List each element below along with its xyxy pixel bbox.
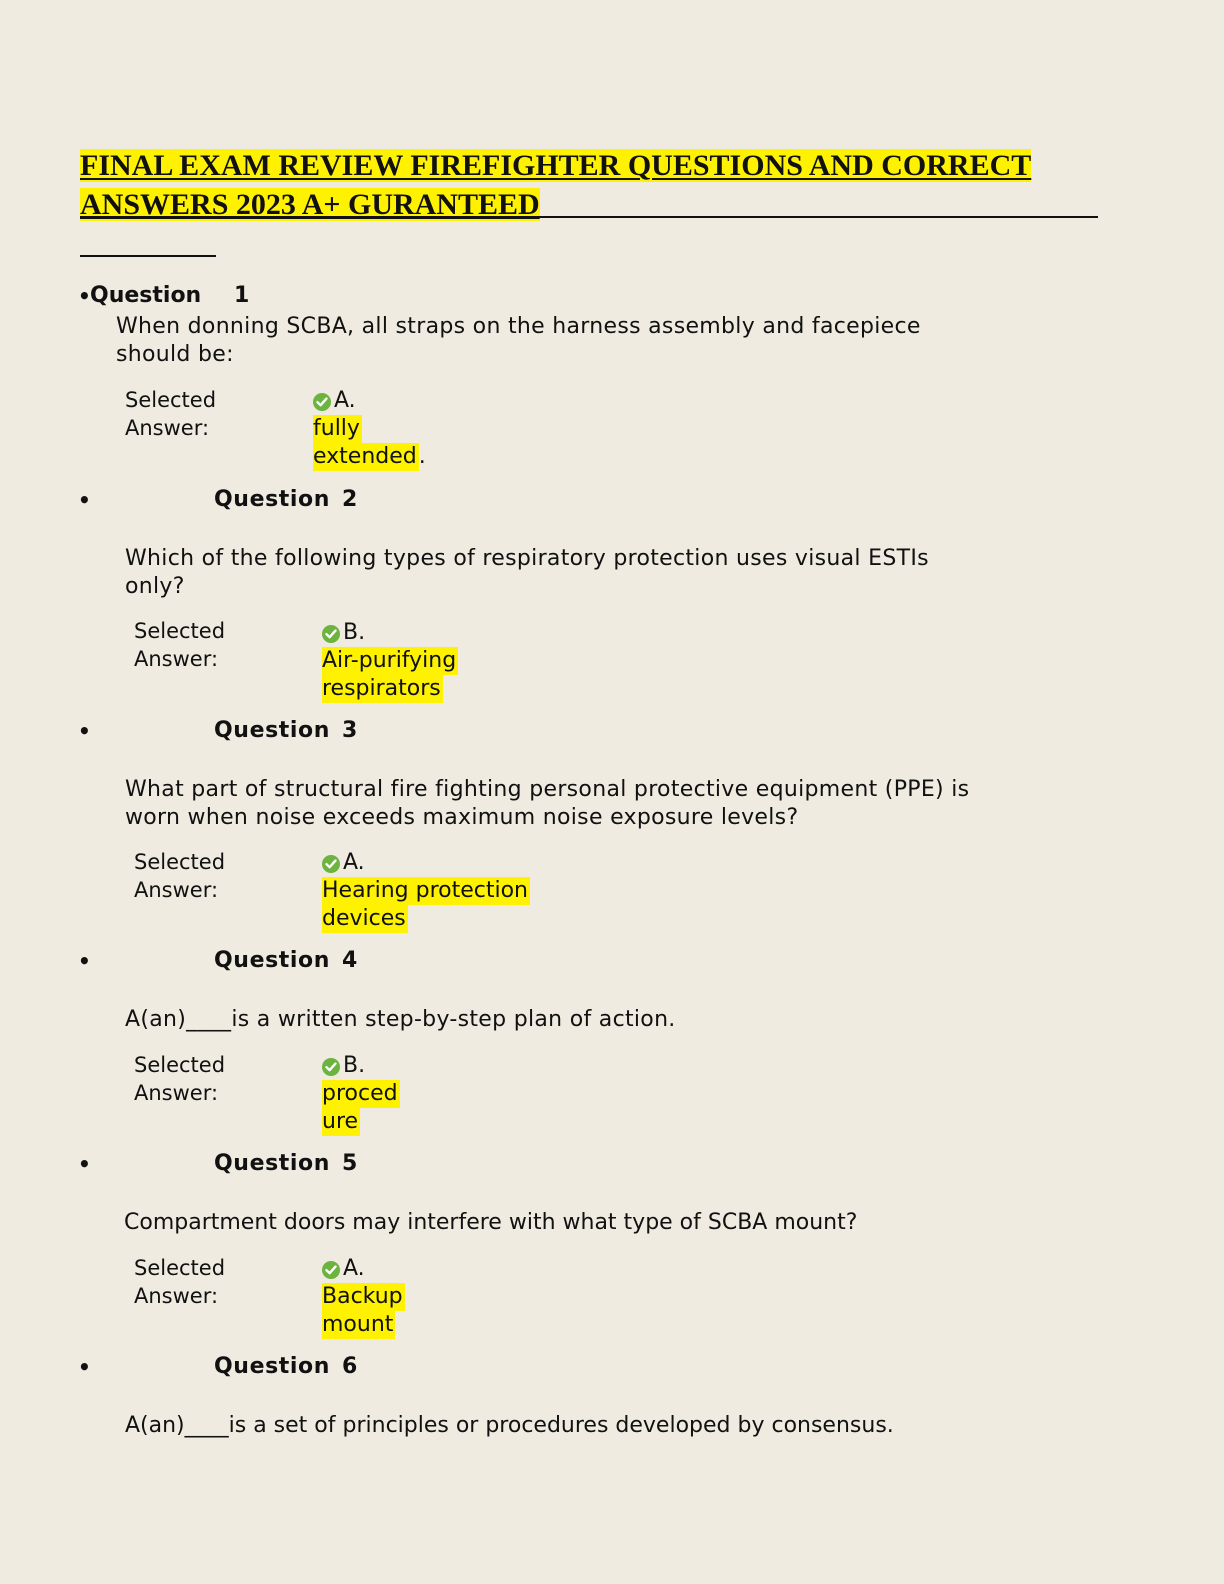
bullet: • — [78, 1152, 91, 1176]
bullet: • — [78, 1355, 91, 1379]
question-label: Question — [90, 283, 202, 308]
question-number: 6 — [342, 1354, 358, 1379]
answer-text: ure — [322, 1109, 359, 1134]
question-number: 3 — [342, 718, 358, 743]
question-label: Question — [214, 1354, 331, 1379]
question-label: Question — [214, 487, 331, 512]
selected-answer-label: Selected Answer: — [134, 1256, 226, 1308]
answer-text: Hearing protection — [322, 878, 529, 903]
question-number: 1 — [234, 283, 250, 308]
selected-answer — [322, 849, 530, 933]
answer-letter: A. — [343, 850, 365, 875]
title-line-1: FINAL EXAM REVIEW FIREFIGHTER QUESTIONS AND CORRECT — [80, 149, 1032, 182]
answer-suffix: . — [418, 444, 426, 469]
selected-answer — [322, 1255, 405, 1339]
question-label: Question — [214, 1151, 331, 1176]
question-text: Compartment doors may interfere with what type of SCBA mount? — [124, 1210, 858, 1235]
answer-letter: B. — [343, 1053, 366, 1078]
check-icon — [322, 1261, 340, 1279]
answer-text: mount — [322, 1312, 394, 1337]
answer-text: proced — [322, 1081, 398, 1106]
question-number: 4 — [342, 948, 358, 973]
answer-text: Backup — [322, 1284, 403, 1309]
selected-answer-label: Selected Answer: — [134, 619, 226, 671]
check-icon — [322, 855, 340, 873]
selected-answer — [322, 619, 458, 703]
answer-letter: A. — [343, 1256, 365, 1281]
question-label: Question — [214, 948, 331, 973]
selected-answer-label: Selected Answer: — [134, 850, 226, 902]
selected-answer-label: Selected Answer: — [125, 388, 217, 440]
selected-answer-label: Selected Answer: — [134, 1053, 226, 1105]
question-text: What part of structural fire fighting personal protective equipment (PPE) is worn when noise exceeds maximum noise exposure levels? — [125, 777, 970, 830]
bullet: • — [78, 284, 91, 308]
check-icon — [322, 625, 340, 643]
answer-letter: B. — [343, 620, 366, 645]
document-title — [80, 146, 1098, 224]
answer-text: extended — [313, 444, 417, 469]
question-label: Question — [214, 718, 331, 743]
question-number: 2 — [342, 487, 358, 512]
bullet: • — [78, 719, 91, 743]
short-rule — [80, 255, 216, 257]
selected-answer — [322, 1052, 400, 1136]
answer-text: respirators — [322, 676, 441, 701]
answer-text: Air-purifying — [322, 648, 457, 673]
question-text: Which of the following types of respiratory protection uses visual ESTIs only? — [125, 546, 929, 599]
bullet: • — [78, 949, 91, 973]
question-text: A(an)____is a written step-by-step plan of action. — [125, 1007, 676, 1032]
question-text: A(an)____is a set of principles or procedures developed by consensus. — [125, 1413, 894, 1438]
answer-text: fully — [313, 416, 360, 441]
check-icon — [313, 393, 331, 411]
bullet: • — [78, 488, 91, 512]
check-icon — [322, 1058, 340, 1076]
answer-text: devices — [322, 906, 406, 931]
title-rule — [80, 216, 1098, 218]
question-text: When donning SCBA, all straps on the harness assembly and facepiece should be: — [116, 314, 921, 367]
question-number: 5 — [342, 1151, 358, 1176]
selected-answer — [313, 387, 426, 471]
title-line-2: ANSWERS 2023 A+ GURANTEED — [80, 188, 540, 221]
answer-letter: A. — [334, 388, 356, 413]
